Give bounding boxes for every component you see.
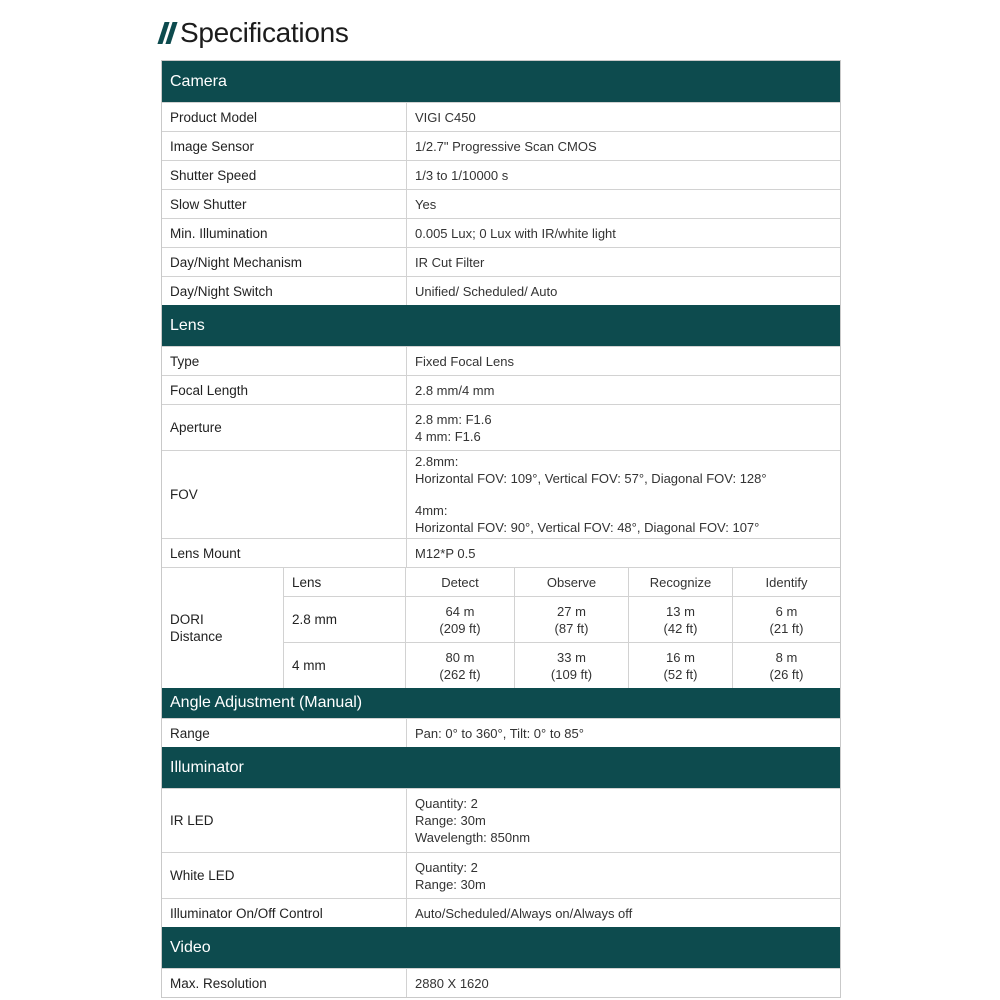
spec-value: Yes bbox=[415, 196, 437, 212]
spec-row-min-illumination bbox=[162, 218, 840, 247]
section-header-illuminator: Illuminator bbox=[162, 747, 840, 788]
spec-row-ir-led bbox=[162, 788, 840, 852]
dori-meters: 8 m bbox=[775, 649, 798, 665]
section-header-angle-adjustment: Angle Adjustment (Manual) bbox=[162, 688, 840, 718]
spec-row-focal-length bbox=[162, 375, 840, 404]
dori-header-cell: Observe bbox=[515, 568, 629, 596]
spec-row-illuminator-control bbox=[162, 898, 840, 927]
dori-meters: 13 m bbox=[666, 603, 695, 619]
spec-label: FOV bbox=[162, 451, 407, 538]
spec-value: 2880 X 1620 bbox=[415, 975, 489, 991]
dori-value-cell bbox=[515, 643, 629, 688]
dori-lens-cell: 2.8 mm bbox=[284, 597, 406, 642]
spec-label: Type bbox=[162, 347, 407, 375]
spec-value: 0.005 Lux; 0 Lux with IR/white light bbox=[415, 225, 616, 241]
spec-row-max-resolution bbox=[162, 968, 840, 997]
dori-feet: (52 ft) bbox=[663, 666, 698, 682]
dori-value-cell bbox=[733, 597, 840, 642]
spec-value-line: Horizontal FOV: 109°, Vertical FOV: 57°, Diagonal FOV: 128° bbox=[415, 471, 767, 486]
spec-label: Product Model bbox=[162, 103, 407, 131]
dori-value-cell bbox=[406, 597, 515, 642]
dori-value-cell bbox=[733, 643, 840, 688]
spec-row-shutter-speed bbox=[162, 160, 840, 189]
spec-row-day-night-mechanism bbox=[162, 247, 840, 276]
dori-value-cell bbox=[629, 597, 733, 642]
spec-label: Max. Resolution bbox=[162, 969, 407, 997]
spec-value-line: 4mm: bbox=[415, 503, 448, 518]
spec-label: Lens Mount bbox=[162, 539, 407, 567]
spec-value bbox=[407, 405, 840, 450]
dori-meters: 16 m bbox=[666, 649, 695, 665]
dori-meters: 27 m bbox=[557, 603, 586, 619]
spec-row-type bbox=[162, 346, 840, 375]
spec-row-day-night-switch bbox=[162, 276, 840, 305]
dori-feet: (209 ft) bbox=[439, 620, 481, 636]
dori-feet: (87 ft) bbox=[554, 620, 589, 636]
dori-feet: (26 ft) bbox=[769, 666, 804, 682]
dori-value-cell bbox=[629, 643, 733, 688]
spec-label: Slow Shutter bbox=[162, 190, 407, 218]
spec-value-line: Horizontal FOV: 90°, Vertical FOV: 48°, Diagonal FOV: 107° bbox=[415, 520, 760, 535]
dori-row bbox=[284, 642, 840, 688]
spec-label: IR LED bbox=[162, 789, 407, 852]
spec-table bbox=[161, 60, 841, 998]
dori-label-line: DORI bbox=[170, 612, 204, 627]
spec-value-line: Range: 30m bbox=[415, 813, 486, 828]
spec-label: Day/Night Switch bbox=[162, 277, 407, 305]
dori-label bbox=[162, 568, 284, 688]
spec-value-line: Quantity: 2 bbox=[415, 859, 478, 875]
dori-meters: 6 m bbox=[775, 603, 798, 619]
spec-label: Min. Illumination bbox=[162, 219, 407, 247]
dori-feet: (109 ft) bbox=[550, 666, 593, 682]
spec-value: 2.8 mm/4 mm bbox=[415, 382, 495, 398]
spec-row-fov bbox=[162, 450, 840, 538]
section-header-video: Video bbox=[162, 927, 840, 968]
spec-label: Shutter Speed bbox=[162, 161, 407, 189]
dori-header-cell: Lens bbox=[284, 568, 406, 596]
dori-row bbox=[284, 596, 840, 642]
spec-value: M12*P 0.5 bbox=[415, 545, 476, 561]
spec-value: Unified/ Scheduled/ Auto bbox=[415, 283, 558, 299]
page-header bbox=[161, 12, 349, 54]
spec-row-slow-shutter bbox=[162, 189, 840, 218]
dori-header-row bbox=[284, 568, 840, 596]
spec-label: Aperture bbox=[162, 405, 407, 450]
spec-value bbox=[407, 789, 840, 852]
spec-value: Fixed Focal Lens bbox=[415, 353, 514, 369]
dori-value-cell bbox=[406, 643, 515, 688]
spec-row-range bbox=[162, 718, 840, 747]
spec-row-aperture bbox=[162, 404, 840, 450]
dori-feet: (262 ft) bbox=[439, 666, 481, 682]
spec-value: 1/3 to 1/10000 s bbox=[415, 167, 509, 183]
spec-value: VIGI C450 bbox=[415, 109, 476, 125]
dori-header-cell: Detect bbox=[406, 568, 515, 596]
spec-label: White LED bbox=[162, 853, 407, 898]
spec-value bbox=[407, 451, 840, 538]
dori-meters: 33 m bbox=[557, 649, 586, 665]
dori-feet: (42 ft) bbox=[663, 620, 698, 636]
section-header-lens: Lens bbox=[162, 305, 840, 346]
dori-meters: 80 m bbox=[445, 649, 475, 665]
spec-value: 1/2.7" Progressive Scan CMOS bbox=[415, 138, 597, 154]
spec-row-product-model bbox=[162, 102, 840, 131]
spec-value: Auto/Scheduled/Always on/Always off bbox=[415, 905, 633, 921]
dori-grid bbox=[284, 568, 840, 688]
spec-value-line: 2.8mm: bbox=[415, 454, 459, 469]
dori-feet: (21 ft) bbox=[769, 620, 804, 636]
spec-label: Image Sensor bbox=[162, 132, 407, 160]
dori-label-line: Distance bbox=[170, 629, 223, 644]
spec-label: Illuminator On/Off Control bbox=[162, 899, 407, 927]
section-header-camera: Camera bbox=[162, 61, 840, 102]
spec-label: Range bbox=[162, 719, 407, 747]
page-title: Specifications bbox=[180, 17, 349, 48]
dori-table bbox=[162, 567, 840, 688]
spec-row-white-led bbox=[162, 852, 840, 898]
spec-label: Day/Night Mechanism bbox=[162, 248, 407, 276]
dori-header-cell: Identify bbox=[765, 574, 808, 590]
spec-row-image-sensor bbox=[162, 131, 840, 160]
spec-value: Pan: 0° to 360°, Tilt: 0° to 85° bbox=[415, 725, 584, 741]
spec-value bbox=[407, 853, 840, 898]
spec-label: Focal Length bbox=[162, 376, 407, 404]
spec-value-line: Range: 30m bbox=[415, 876, 486, 892]
dori-value-cell bbox=[515, 597, 629, 642]
dori-lens-cell: 4 mm bbox=[284, 643, 406, 688]
spec-value-line: Wavelength: 850nm bbox=[415, 830, 531, 845]
spec-value-line: 4 mm: F1.6 bbox=[415, 428, 481, 444]
spec-row-lens-mount bbox=[162, 538, 840, 567]
dori-meters: 64 m bbox=[445, 603, 475, 619]
double-slash-icon bbox=[161, 22, 174, 44]
spec-value-line: 2.8 mm: F1.6 bbox=[415, 411, 492, 427]
dori-header-cell: Recognize bbox=[629, 568, 733, 596]
spec-value: IR Cut Filter bbox=[415, 254, 485, 270]
spec-value-line: Quantity: 2 bbox=[415, 796, 478, 811]
